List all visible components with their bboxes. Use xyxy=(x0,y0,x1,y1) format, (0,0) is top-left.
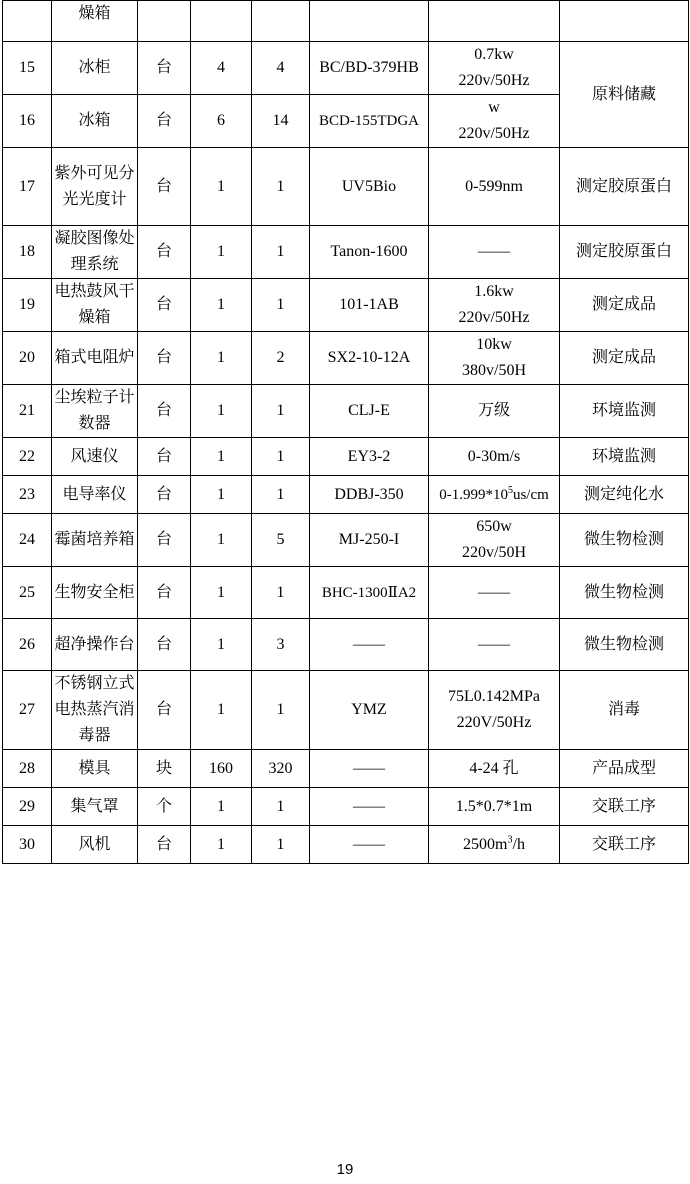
use-cell: 微生物检测 xyxy=(560,619,689,671)
model-cell: —— xyxy=(310,788,429,826)
table-row xyxy=(3,788,689,826)
qty-a-cell: 1 xyxy=(191,148,252,226)
name-cell: 紫外可见分光光度计 xyxy=(52,148,138,226)
no-cell: 26 xyxy=(3,619,52,671)
unit-cell: 台 xyxy=(138,332,191,385)
no-cell: 30 xyxy=(3,826,52,864)
use-cell: 产品成型 xyxy=(560,750,689,788)
name-cell: 超净操作台 xyxy=(52,619,138,671)
no-cell: 20 xyxy=(3,332,52,385)
table-row xyxy=(3,148,689,226)
name-cell: 冰箱 xyxy=(52,95,138,148)
name-cell: 不锈钢立式电热蒸汽消毒器 xyxy=(52,671,138,750)
model-cell: SX2-10-12A xyxy=(310,332,429,385)
model-cell: —— xyxy=(310,750,429,788)
name-cell: 尘埃粒子计数器 xyxy=(52,385,138,438)
unit-cell: 台 xyxy=(138,438,191,476)
table-row xyxy=(3,567,689,619)
use-cell: 交联工序 xyxy=(560,826,689,864)
use-cell: 交联工序 xyxy=(560,788,689,826)
spec-cell: 万级 xyxy=(429,385,560,438)
model-cell: BHC-1300ⅡA2 xyxy=(310,567,429,619)
qty-a-cell: 1 xyxy=(191,226,252,279)
qty-b-cell: 320 xyxy=(252,750,310,788)
no-cell: 19 xyxy=(3,279,52,332)
unit-cell: 个 xyxy=(138,788,191,826)
unit-cell: 台 xyxy=(138,826,191,864)
qty-b-cell: 1 xyxy=(252,438,310,476)
table-row xyxy=(3,671,689,750)
no-cell: 22 xyxy=(3,438,52,476)
use-cell: 消毒 xyxy=(560,671,689,750)
table-row xyxy=(3,332,689,385)
spec-cell: $0-1.999*10^5us/cm$ xyxy=(429,476,560,514)
qty-b-cell: 1 xyxy=(252,226,310,279)
qty-a-cell: 1 xyxy=(191,385,252,438)
unit-cell: 台 xyxy=(138,279,191,332)
model-cell: —— xyxy=(310,619,429,671)
qty-a-cell: 6 xyxy=(191,95,252,148)
table-row xyxy=(3,279,689,332)
qty-b-cell: 2 xyxy=(252,332,310,385)
model-cell: MJ-250-I xyxy=(310,514,429,567)
spec-cell: —— xyxy=(429,619,560,671)
use-cell: 环境监测 xyxy=(560,385,689,438)
name-cell: 冰柜 xyxy=(52,42,138,95)
qty-b-cell: 1 xyxy=(252,671,310,750)
model-cell: BCD-155TDGA xyxy=(310,95,429,148)
no-cell: 25 xyxy=(3,567,52,619)
qty-b-cell: 1 xyxy=(252,567,310,619)
name-cell: 集气罩 xyxy=(52,788,138,826)
qty-b-cell: 1 xyxy=(252,476,310,514)
spec-cell: 0-30m/s xyxy=(429,438,560,476)
qty-b-cell: 1 xyxy=(252,279,310,332)
qty-a-cell: 1 xyxy=(191,826,252,864)
qty-a-cell: 1 xyxy=(191,514,252,567)
spec-cell: w 220v/50Hz xyxy=(429,95,560,148)
no-cell: 15 xyxy=(3,42,52,95)
name-cell: 电导率仪 xyxy=(52,476,138,514)
table-row xyxy=(3,1,689,42)
no-cell: 27 xyxy=(3,671,52,750)
name-cell: 箱式电阻炉 xyxy=(52,332,138,385)
spec-cell: 4-24 孔 xyxy=(429,750,560,788)
use-cell: 环境监测 xyxy=(560,438,689,476)
table-row xyxy=(3,826,689,864)
qty-b-cell: 3 xyxy=(252,619,310,671)
unit-cell: 台 xyxy=(138,385,191,438)
name-cell: 模具 xyxy=(52,750,138,788)
no-cell: 16 xyxy=(3,95,52,148)
use-cell: 测定成品 xyxy=(560,332,689,385)
qty-a-cell: 1 xyxy=(191,476,252,514)
no-cell: 28 xyxy=(3,750,52,788)
spec-cell: —— xyxy=(429,226,560,279)
unit-cell: 台 xyxy=(138,619,191,671)
table-row xyxy=(3,226,689,279)
spec-cell: 650w 220v/50H xyxy=(429,514,560,567)
model-cell: Tanon-1600 xyxy=(310,226,429,279)
table-row xyxy=(3,750,689,788)
name-cell: 凝胶图像处理系统 xyxy=(52,226,138,279)
name-cell: 燥箱 xyxy=(52,1,138,42)
use-cell: 测定成品 xyxy=(560,279,689,332)
use-cell: 微生物检测 xyxy=(560,514,689,567)
qty-a-cell: 1 xyxy=(191,438,252,476)
unit-cell: 块 xyxy=(138,750,191,788)
spec-cell: —— xyxy=(429,567,560,619)
unit-cell: 台 xyxy=(138,95,191,148)
use-cell: 测定胶原蛋白 xyxy=(560,226,689,279)
spec-cell: $2500m^3/h$ xyxy=(429,826,560,864)
use-cell: 原料储藏 xyxy=(560,42,689,148)
name-cell: 风机 xyxy=(52,826,138,864)
table-row xyxy=(3,514,689,567)
model-cell: DDBJ-350 xyxy=(310,476,429,514)
qty-b-cell: 1 xyxy=(252,148,310,226)
qty-a-cell: 1 xyxy=(191,567,252,619)
table-row xyxy=(3,385,689,438)
use-cell: 测定纯化水 xyxy=(560,476,689,514)
no-cell: 24 xyxy=(3,514,52,567)
unit-cell: 台 xyxy=(138,671,191,750)
model-cell: YMZ xyxy=(310,671,429,750)
qty-a-cell: 1 xyxy=(191,788,252,826)
model-cell: 101-1AB xyxy=(310,279,429,332)
qty-b-cell: 14 xyxy=(252,95,310,148)
qty-b-cell: 1 xyxy=(252,788,310,826)
qty-a-cell: 4 xyxy=(191,42,252,95)
qty-b-cell: 4 xyxy=(252,42,310,95)
spec-cell: 10kw 380v/50H xyxy=(429,332,560,385)
qty-a-cell: 1 xyxy=(191,671,252,750)
qty-a-cell: 160 xyxy=(191,750,252,788)
qty-b-cell: 5 xyxy=(252,514,310,567)
unit-cell: 台 xyxy=(138,42,191,95)
model-cell: EY3-2 xyxy=(310,438,429,476)
spec-cell: 1.6kw 220v/50Hz xyxy=(429,279,560,332)
qty-a-cell: 1 xyxy=(191,619,252,671)
spec-cell: 75L0.142MPa 220V/50Hz xyxy=(429,671,560,750)
page-number: 19 xyxy=(336,1161,354,1178)
table-row xyxy=(3,476,689,514)
no-cell: 29 xyxy=(3,788,52,826)
model-cell: UV5Bio xyxy=(310,148,429,226)
unit-cell: 台 xyxy=(138,514,191,567)
unit-cell: 台 xyxy=(138,567,191,619)
no-cell: 21 xyxy=(3,385,52,438)
use-cell: 测定胶原蛋白 xyxy=(560,148,689,226)
name-cell: 电热鼓风干燥箱 xyxy=(52,279,138,332)
unit-cell: 台 xyxy=(138,226,191,279)
spec-cell: 0-599nm xyxy=(429,148,560,226)
no-cell: 23 xyxy=(3,476,52,514)
table-row xyxy=(3,619,689,671)
qty-b-cell: 1 xyxy=(252,826,310,864)
unit-cell: 台 xyxy=(138,148,191,226)
unit-cell: 台 xyxy=(138,476,191,514)
qty-b-cell: 1 xyxy=(252,385,310,438)
spec-cell: 0.7kw 220v/50Hz xyxy=(429,42,560,95)
name-cell: 生物安全柜 xyxy=(52,567,138,619)
table-row xyxy=(3,438,689,476)
model-cell: —— xyxy=(310,826,429,864)
model-cell: CLJ-E xyxy=(310,385,429,438)
model-cell: BC/BD-379HB xyxy=(310,42,429,95)
no-cell: 18 xyxy=(3,226,52,279)
name-cell: 风速仪 xyxy=(52,438,138,476)
name-cell: 霉菌培养箱 xyxy=(52,514,138,567)
table-row xyxy=(3,42,689,95)
equipment-table xyxy=(2,0,689,864)
spec-cell: 1.5*0.7*1m xyxy=(429,788,560,826)
qty-a-cell: 1 xyxy=(191,332,252,385)
no-cell: 17 xyxy=(3,148,52,226)
use-cell: 微生物检测 xyxy=(560,567,689,619)
qty-a-cell: 1 xyxy=(191,279,252,332)
